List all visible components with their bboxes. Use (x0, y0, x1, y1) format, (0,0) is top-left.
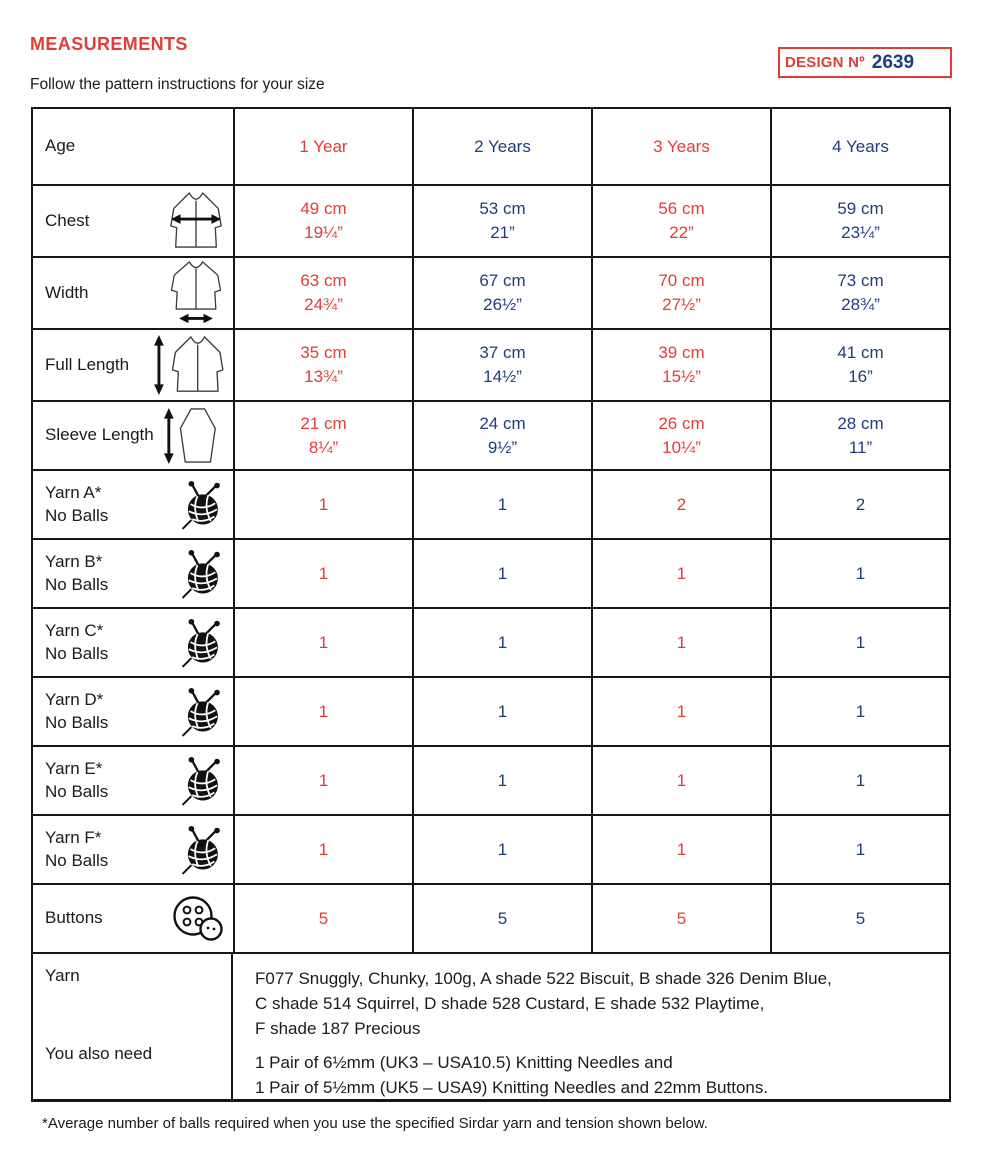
buttons-4yr: 5 (770, 885, 949, 952)
yarn-ball-icon (179, 823, 225, 877)
yarn-description: F077 Snuggly, Chunky, 100g, A shade 522 Biscuit, B shade 326 Denim Blue, C shade 514 Squirrel, D shade 528 Custard, E shade 532 Playtime, F shade 187 Precious (255, 969, 832, 1038)
full-length-2yr: 37 cm (479, 343, 526, 363)
cardigan-length-icon (151, 334, 225, 396)
yarn-b-3yr: 1 (591, 540, 770, 607)
width-1yr: 63 cm (300, 271, 347, 291)
table-row-yarn-f: Yarn F* No Balls 1 1 1 1 (33, 814, 949, 883)
buttons-label: Buttons (45, 908, 103, 928)
yarn-ball-icon (179, 616, 225, 670)
yarn-f-1yr: 1 (233, 816, 412, 883)
cardigan-width-icon (167, 260, 225, 326)
column-header-2-years: 2 Years (412, 109, 591, 184)
yarn-ball-icon (179, 754, 225, 808)
sleeve-length-label: Sleeve Length (45, 425, 154, 445)
design-number: 2639 (871, 51, 915, 73)
sleeve-length-1yr: 21 cm (300, 413, 347, 433)
full-length-4yr: 41 cm (837, 343, 884, 363)
sleeve-length-3yr: 26 cm (658, 413, 705, 433)
table-row-sleeve-length: Sleeve Length 21 cm 8¼” 24 cm 9½” 26 cm 10¼” 28 cm 11” (33, 400, 949, 469)
yarn-ball-icon (179, 478, 225, 532)
yarn-e-3yr: 1 (591, 747, 770, 814)
footnote: *Average number of balls required when you use the specified Sirdar yarn and tension shown below. (42, 1115, 708, 1132)
table-row-yarn-e: Yarn E* No Balls 1 1 1 1 (33, 745, 949, 814)
buttons-3yr: 5 (591, 885, 770, 952)
cardigan-chest-icon (167, 191, 225, 251)
table-row-yarn-c: Yarn C* No Balls 1 1 1 1 (33, 607, 949, 676)
yarn-b-4yr: 1 (770, 540, 949, 607)
table-row-yarn-a: Yarn A* No Balls 1 1 2 2 (33, 469, 949, 538)
yarn-c-3yr: 1 (591, 609, 770, 676)
yarn-d-1yr: 1 (233, 678, 412, 745)
age-label: Age (45, 136, 76, 156)
sleeve-length-icon (161, 407, 225, 465)
yarn-d-4yr: 1 (770, 678, 949, 745)
yarn-ball-icon (179, 685, 225, 739)
yarn-e-4yr: 1 (770, 747, 949, 814)
yarn-e-2yr: 1 (412, 747, 591, 814)
table-row-yarn-info (33, 952, 949, 1099)
width-4yr: 73 cm (837, 271, 884, 291)
table-row-yarn-d: Yarn D* No Balls 1 1 1 1 (33, 676, 949, 745)
table-row-chest: Chest 49 cm 19¼” 53 cm 21” 56 cm 22” 59 cm 23¼” (33, 184, 949, 256)
yarn-f-4yr: 1 (770, 816, 949, 883)
yarn-d-label: Yarn D* (45, 689, 104, 709)
yarn-a-1yr: 1 (233, 471, 412, 538)
measurements-table (31, 107, 951, 1102)
buttons-1yr: 5 (233, 885, 412, 952)
full-length-3yr: 39 cm (658, 343, 705, 363)
yarn-a-label: Yarn A* (45, 482, 102, 502)
yarn-e-1yr: 1 (233, 747, 412, 814)
column-header-3-years: 3 Years (591, 109, 770, 184)
yarn-b-1yr: 1 (233, 540, 412, 607)
also-need-label: You also need (45, 1044, 153, 1063)
chest-2yr: 53 cm (479, 199, 526, 219)
yarn-info-label: Yarn (45, 966, 80, 985)
yarn-f-label: Yarn F* (45, 827, 102, 847)
table-row-buttons (33, 883, 949, 952)
chest-3yr: 56 cm (658, 199, 705, 219)
column-header-4-years: 4 Years (770, 109, 949, 184)
chest-1yr: 49 cm (300, 199, 347, 219)
sleeve-length-2yr: 24 cm (479, 413, 526, 433)
table-row-age (33, 109, 949, 184)
design-label: DESIGN Nº (785, 54, 865, 71)
needles-description: 1 Pair of 6½mm (UK3 – USA10.5) Knitting Needles and 1 Pair of 5½mm (UK5 – USA9) Knitting Needles and 22mm Buttons. (255, 1053, 769, 1097)
yarn-a-2yr: 1 (412, 471, 591, 538)
yarn-a-4yr: 2 (770, 471, 949, 538)
column-header-1-year: 1 Year (233, 109, 412, 184)
width-2yr: 67 cm (479, 271, 526, 291)
yarn-b-label: Yarn B* (45, 551, 103, 571)
buttons-icon (169, 895, 225, 943)
width-label: Width (45, 282, 89, 302)
chest-label: Chest (45, 210, 90, 230)
yarn-b-2yr: 1 (412, 540, 591, 607)
subtitle: Follow the pattern instructions for your size (30, 76, 325, 93)
yarn-ball-icon (179, 547, 225, 601)
yarn-a-3yr: 2 (591, 471, 770, 538)
age-label-cell (33, 109, 233, 184)
buttons-2yr: 5 (412, 885, 591, 952)
chest-4yr: 59 cm (837, 199, 884, 219)
yarn-c-1yr: 1 (233, 609, 412, 676)
table-row-yarn-b: Yarn B* No Balls 1 1 1 1 (33, 538, 949, 607)
yarn-c-4yr: 1 (770, 609, 949, 676)
yarn-d-3yr: 1 (591, 678, 770, 745)
yarn-f-2yr: 1 (412, 816, 591, 883)
full-length-1yr: 35 cm (300, 343, 347, 363)
table-row-full-length: Full Length 35 cm 13¾” 37 cm 14½” 39 cm 15½” 41 cm 16” (33, 328, 949, 400)
sleeve-length-4yr: 28 cm (837, 413, 884, 433)
yarn-e-label: Yarn E* (45, 758, 103, 778)
width-3yr: 70 cm (658, 271, 705, 291)
full-length-label: Full Length (45, 354, 130, 374)
page-title: MEASUREMENTS (30, 34, 188, 54)
design-number-box (778, 47, 952, 78)
yarn-d-2yr: 1 (412, 678, 591, 745)
yarn-f-3yr: 1 (591, 816, 770, 883)
yarn-c-label: Yarn C* (45, 620, 104, 640)
table-row-width: Width 63 cm 24¾” 67 cm 26½” 70 cm 27½” 73 cm 28¾” (33, 256, 949, 328)
yarn-c-2yr: 1 (412, 609, 591, 676)
